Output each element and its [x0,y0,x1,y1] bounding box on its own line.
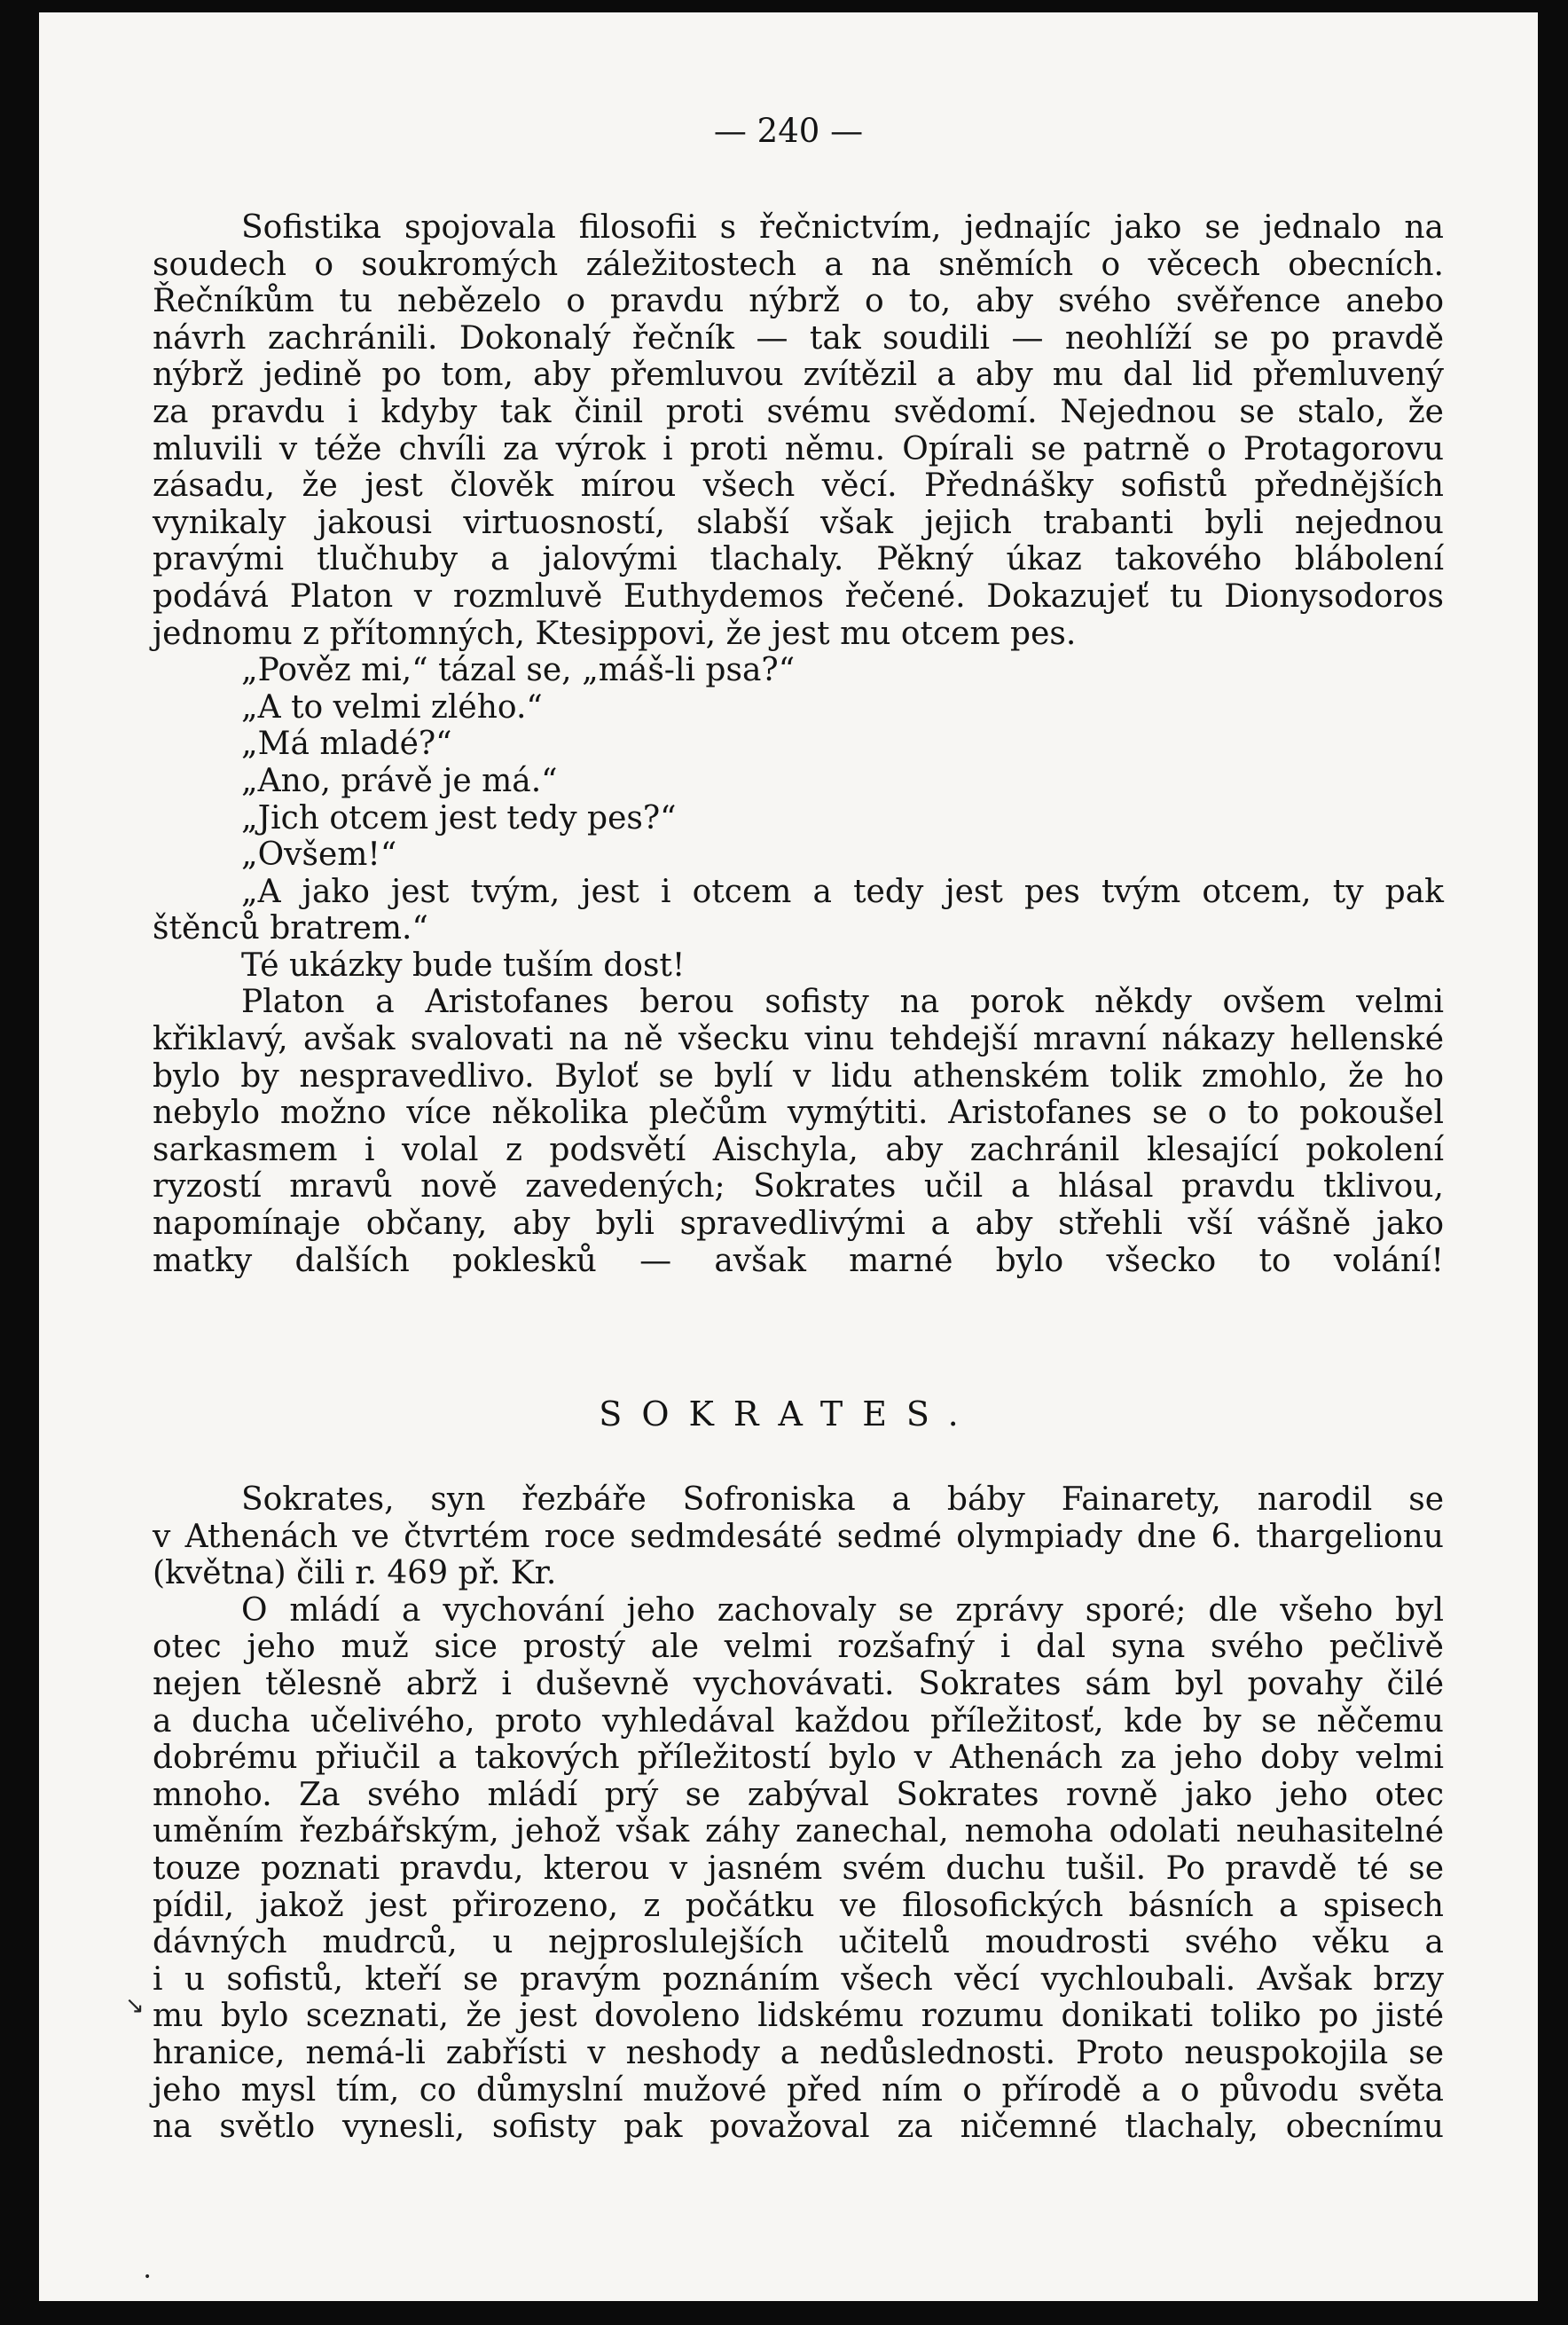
text-line: O mládí a vychování jeho zachovaly se zprávy sporé; dle všeho byl [241,1591,1444,1629]
text-line: jeho mysl tím, co důmyslní mužové před ním o přírodě a o původu světa [153,2071,1444,2109]
text-line: nebylo možno více několika plečům vymýtiti. Aristofanes se o to pokoušel [153,1095,1444,1132]
text-line: bylo by nespravedlivo. Byloť se bylí v lidu athenském tolik zmohlo, že ho [153,1057,1444,1095]
dialogue-line: „Jich otcem jest tedy pes?“ [241,799,677,837]
section-heading: SOKRATES. [599,1394,978,1433]
text-line: uměním řezbářským, jehož však záhy zanechal, nemoha odolati neuhasitelné [153,1813,1444,1850]
text-line: napomínaje občany, aby byli spravedlivými a aby střehli vší vášně jako [153,1206,1444,1243]
text-line: na světlo vynesli, sofisty pak považoval za ničemné tlachaly, obecnímu [153,2109,1444,2146]
text-line: i u sofistů, kteří se pravým poznáním všech věcí vychloubali. Avšak brzy [153,1960,1444,1998]
text-line: Řečníkům tu nebězelo o pravdu nýbrž o to, aby svého svěřence anebo [153,283,1444,320]
text-line: touze poznati pravdu, kterou v jasném svém duchu tušil. Po pravdě té se [153,1850,1444,1887]
text-line: nýbrž jedině po tom, aby přemluvou zvítězil a aby mu dal lid přemluvený [153,357,1444,394]
text-line: pravými tlučhuby a jalovými tlachaly. Pěkný úkaz takového blábolení [153,541,1444,578]
text-line: Platon a Aristofanes berou sofisty na porok někdy ovšem velmi [241,984,1444,1021]
dialogue-line: „Pověz mi,“ tázal se, „máš-li psa?“ [241,652,796,689]
text-line: soudech o soukromých záležitostech a na sněmích o věcech obecních. [153,246,1444,283]
dialogue-line: „A jako jest tvým, jest i otcem a tedy jest pes tvým otcem, ty pak [241,873,1444,910]
text-line: (května) čili r. 469 př. Kr. [153,1555,557,1592]
text-line: Sokrates, syn řezbáře Sofroniska a báby Fainarety, narodil se [241,1481,1444,1518]
text-line: dávných mudrců, u nejproslulejších učitelů moudrosti svého věku a [153,1924,1444,1961]
text-line: nejen tělesně abrž i duševně vychovávati. Sokrates sám byl povahy čilé [153,1665,1444,1702]
text-section-sokrates [153,1481,1444,2146]
text-line: ryzostí mravů nově zavedených; Sokrates učil a hlásal pravdu tklivou, [153,1168,1444,1206]
text-line: dobrému přiučil a takových příležitostí bylo v Athenách za jeho doby velmi [153,1740,1444,1777]
text-line: jednomu z přítomných, Ktesippovi, že jest mu otcem pes. [153,615,1077,652]
text-line: podává Platon v rozmluvě Euthydemos řečené. Dokazujeť tu Dionysodoros [153,577,1444,615]
text-line: hranice, nemá-li zabřísti v neshody a nedůslednosti. Proto neuspokojila se [153,2034,1444,2071]
ink-mark: ↘ [125,1992,145,2019]
dialogue-line: „Ovšem!“ [241,837,397,874]
text-line: křiklavý, avšak svalovati na ně všecku vinu tehdejší mravní nákazy hellenské [153,1021,1444,1058]
book-page [39,12,1538,2301]
text-line: vynikaly jakousi virtuosností, slabší však jejich trabanti byli nejednou [153,504,1444,541]
text-line: mu bylo sceznati, že jest dovoleno lidskému rozumu donikati toliko po jisté [153,1998,1444,2035]
text-section-sofistika [153,209,1444,1279]
text-line: Té ukázky bude tuším dost! [241,946,686,984]
text-line: za pravdu i kdyby tak činil proti svému svědomí. Nejednou se stalo, že [153,393,1444,430]
text-line: matky dalších poklesků — avšak marné bylo všecko to volání! [153,1242,1444,1279]
text-line: návrh zachránili. Dokonalý řečník — tak soudili — neohlíží se po pravdě [153,319,1444,357]
dialogue-line: štěnců bratrem.“ [153,910,428,947]
text-line: mluvili v téže chvíli za výrok i proti němu. Opírali se patrně o Protagorovu [153,430,1444,467]
dialogue-line: „Ano, právě je má.“ [241,762,558,799]
text-line: sarkasmem i volal z podsvětí Aischyla, aby zachránil klesající pokolení [153,1131,1444,1168]
dialogue-line: „A to velmi zlého.“ [241,688,543,726]
text-line: zásadu, že jest člověk mírou všech věcí. Přednášky sofistů přednějších [153,467,1444,505]
text-line: mnoho. Za svého mládí prý se zabýval Sokrates rovně jako jeho otec [153,1776,1444,1813]
text-line: Sofistika spojovala filosofii s řečnictvím, jednajíc jako se jednalo na [241,209,1444,246]
ink-speck: • [144,2270,152,2284]
page-number: — 240 — [713,112,864,150]
text-line: a ducha učelivého, proto vyhledával každou příležitosť, kde by se něčemu [153,1702,1444,1740]
dialogue-line: „Má mladé?“ [241,726,452,763]
text-line: pídil, jakož jest přirozeno, z počátku ve filosofických básních a spisech [153,1887,1444,1924]
text-line: otec jeho muž sice prostý ale velmi rozšafný i dal syna svého pečlivě [153,1629,1444,1666]
text-line: v Athenách ve čtvrtém roce sedmdesáté sedmé olympiady dne 6. thargelionu [153,1518,1444,1555]
